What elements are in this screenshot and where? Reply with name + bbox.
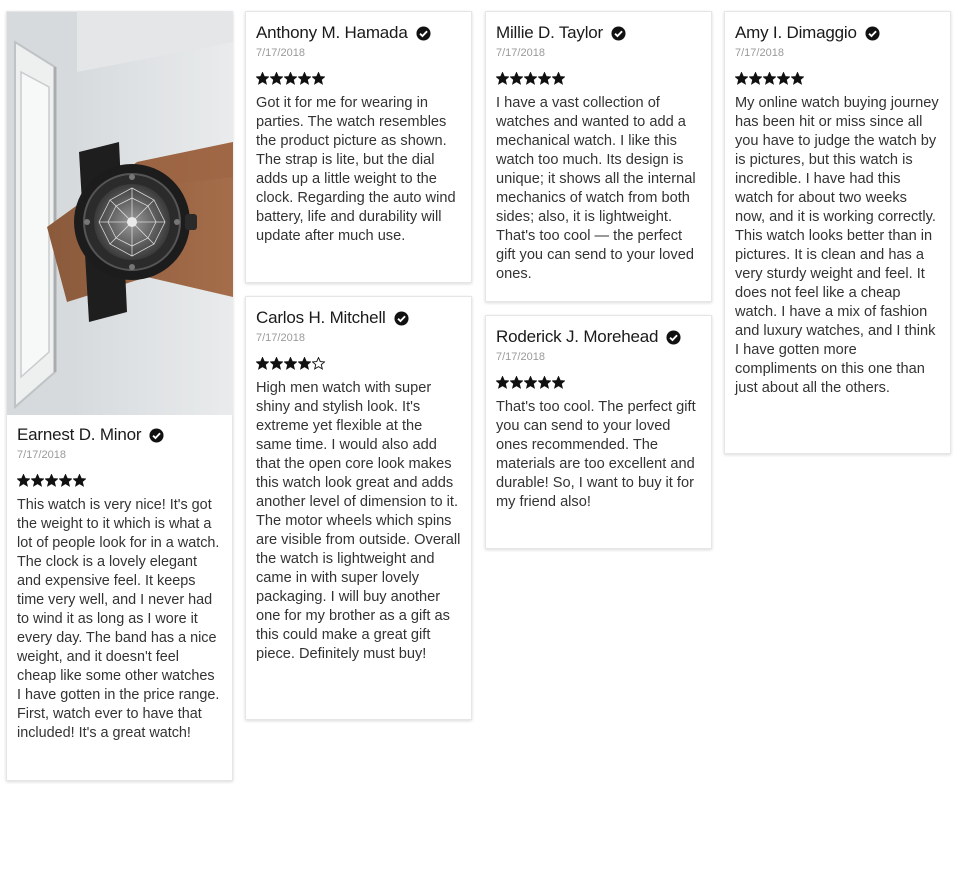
star-filled-icon (270, 357, 283, 370)
star-filled-icon (496, 72, 509, 85)
review-date: 7/17/2018 (256, 332, 305, 344)
star-filled-icon (524, 376, 537, 389)
star-filled-icon (735, 72, 748, 85)
review-date: 7/17/2018 (17, 449, 66, 461)
star-filled-icon (298, 72, 311, 85)
review-date: 7/17/2018 (496, 351, 545, 363)
star-rating (256, 72, 461, 86)
verified-check-icon (149, 428, 164, 443)
star-filled-icon (45, 474, 58, 487)
star-filled-icon (552, 376, 565, 389)
review-card-earnest-d-minor (6, 11, 233, 781)
star-filled-icon (298, 357, 311, 370)
review-text: My online watch buying journey has been hit or miss since all you have to judge the watch by is pictures, but this watch is incredible. I have had this watch for about two weeks now, and it is working correctly. This watch looks better than in pictures. It is clean and has a very sturdy weight and feel. It does not feel like a cheap watch. I have a mix of fashion and luxury watches, and I think I have gotten more compliments on this one than just about all the others. (735, 95, 939, 396)
star-filled-icon (284, 357, 297, 370)
star-filled-icon (284, 72, 297, 85)
reviewer-name (17, 424, 222, 446)
star-filled-icon (256, 72, 269, 85)
reviewer-name (496, 22, 701, 44)
review-date: 7/17/2018 (256, 47, 305, 59)
reviewer-name (735, 22, 940, 44)
star-filled-icon (31, 474, 44, 487)
star-filled-icon (749, 72, 762, 85)
reviewer-name-text: Anthony M. Hamada (256, 23, 408, 42)
reviewer-name-text: Roderick J. Morehead (496, 327, 659, 346)
review-photo[interactable] (7, 12, 233, 415)
verified-check-icon (611, 26, 626, 41)
review-date: 7/17/2018 (735, 47, 784, 59)
verified-check-icon (416, 26, 431, 41)
star-filled-icon (777, 72, 790, 85)
star-rating (256, 357, 461, 371)
star-rating (496, 72, 701, 86)
star-filled-icon (763, 72, 776, 85)
review-text: I have a vast collection of watches and wanted to add a mechanical watch. I like this watch too much. Its design is unique; it shows all the internal mechanics of watch from both sides; also, it is lightweight. That's too cool — the perfect gift you can send to your loved ones. (496, 95, 696, 282)
review-card-amy-i-dimaggio (724, 11, 951, 454)
star-filled-icon (59, 474, 72, 487)
star-rating (735, 72, 940, 86)
star-filled-icon (312, 72, 325, 85)
review-text: That's too cool. The perfect gift you can send to your loved ones recommended. The materials are too excellent and durable! So, I want to buy it for my friend also! (496, 399, 696, 510)
star-filled-icon (524, 72, 537, 85)
star-filled-icon (791, 72, 804, 85)
reviewer-name-text: Millie D. Taylor (496, 23, 604, 42)
review-card-carlos-h-mitchell (245, 296, 472, 720)
star-rating (496, 376, 701, 390)
reviewer-name (496, 326, 701, 348)
star-filled-icon (510, 376, 523, 389)
review-text: High men watch with super shiny and stylish look. It's extreme yet flexible at the same time. I would also add that the open core look makes this watch look great and adds another level of dimension to it. The motor wheels which spins are visible from outside. Overall the watch is lightweight and came in with super lovely packaging. I will buy another one for my brother as a gift as this could make a great gift piece. Definitely must buy! (256, 380, 461, 662)
reviewer-name-text: Amy I. Dimaggio (735, 23, 857, 42)
review-card-roderick-j-morehead (485, 315, 712, 549)
review-card-anthony-m-hamada (245, 11, 472, 283)
review-text: Got it for me for wearing in parties. The watch resembles the product picture as shown. The strap is lite, but the dial adds up a little weight to the clock. Regarding the auto wind battery, life and durability will update after much use. (256, 95, 456, 244)
star-filled-icon (17, 474, 30, 487)
star-filled-icon (510, 72, 523, 85)
star-filled-icon (538, 376, 551, 389)
reviewer-name (256, 22, 461, 44)
star-rating (17, 474, 222, 488)
verified-check-icon (666, 330, 681, 345)
star-empty-icon (312, 357, 325, 370)
reviewer-name-text: Earnest D. Minor (17, 425, 142, 444)
star-filled-icon (256, 357, 269, 370)
reviewer-name-text: Carlos H. Mitchell (256, 308, 386, 327)
verified-check-icon (865, 26, 880, 41)
reviewer-name (256, 307, 461, 329)
star-filled-icon (538, 72, 551, 85)
review-text: This watch is very nice! It's got the weight to it which is what a lot of people look for in a watch. The clock is a lovely elegant and expensive feel. It keeps time very well, and I never had to wind it as long as I wore it every day. The band has a nice weight, and it doesn't feel cheap like some other watches I have gotten in the price range. First, watch ever to have that included! It's a great watch! (17, 497, 220, 741)
star-filled-icon (73, 474, 86, 487)
review-date: 7/17/2018 (496, 47, 545, 59)
star-filled-icon (496, 376, 509, 389)
star-filled-icon (270, 72, 283, 85)
star-filled-icon (552, 72, 565, 85)
verified-check-icon (394, 311, 409, 326)
review-card-millie-d-taylor (485, 11, 712, 302)
